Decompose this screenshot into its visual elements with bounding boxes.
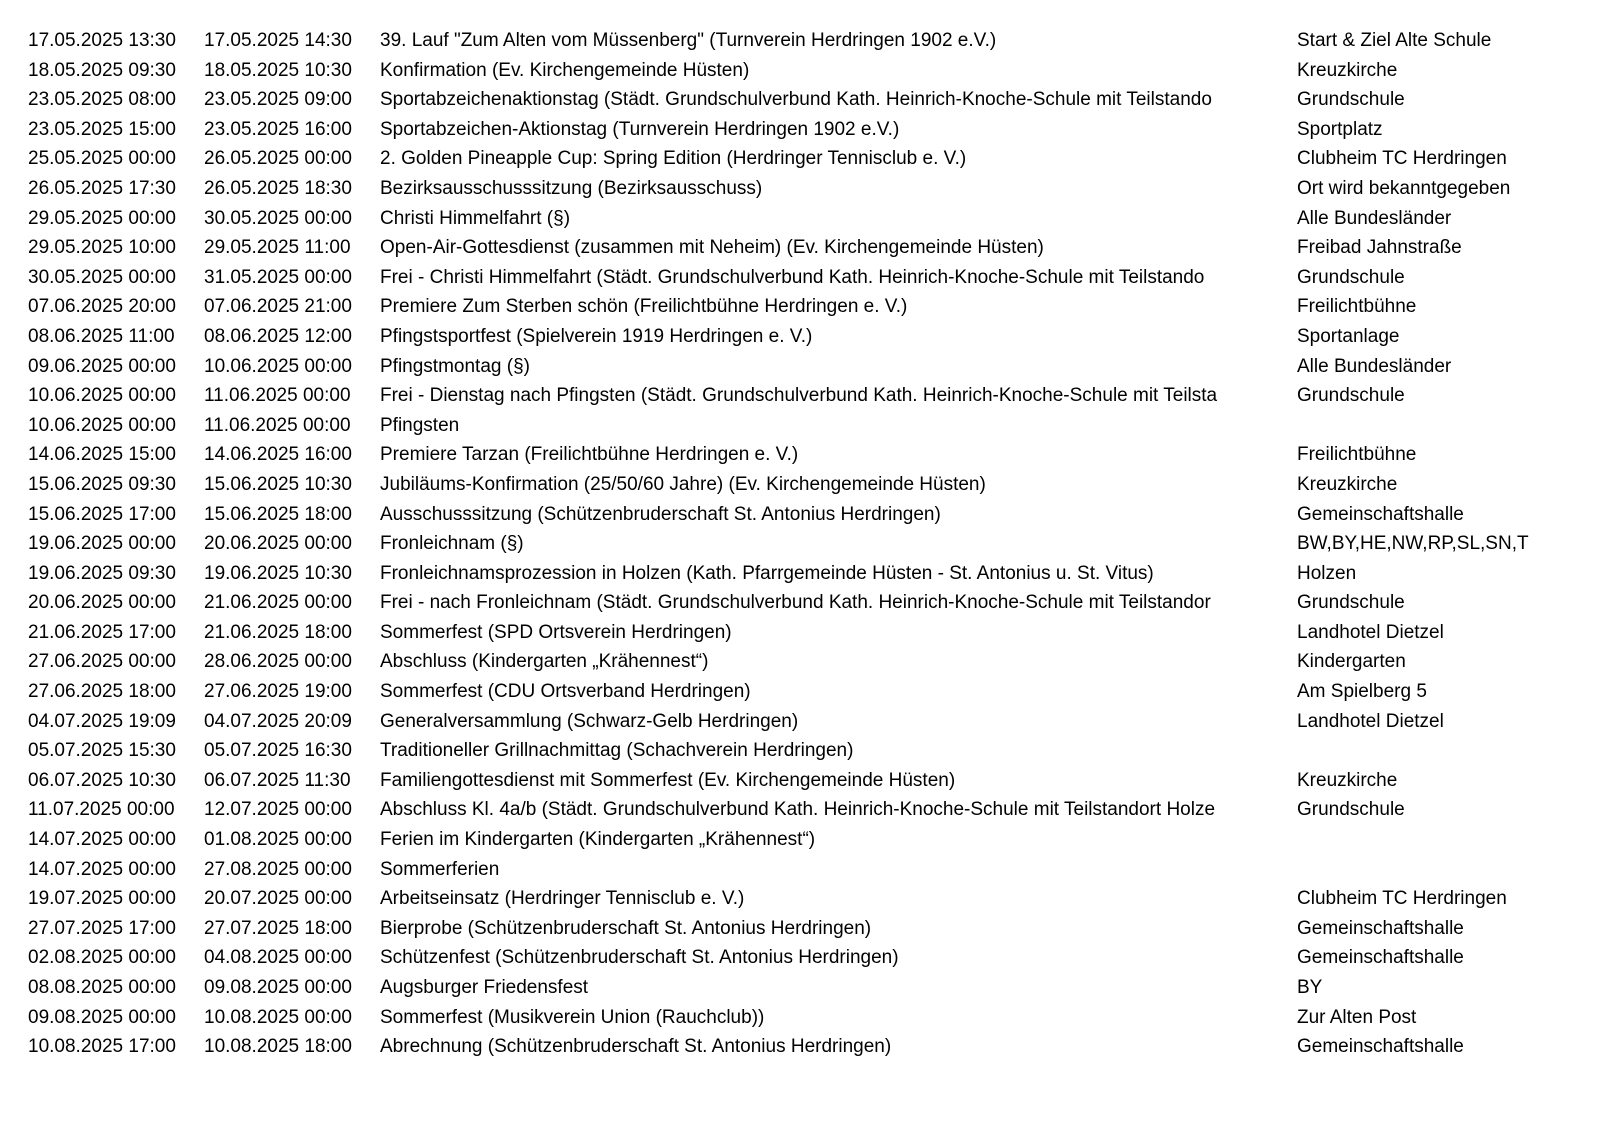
event-location: Alle Bundesländer [1297, 355, 1452, 377]
event-start: 14.06.2025 15:00 [28, 444, 176, 466]
event-start: 27.06.2025 18:00 [28, 681, 176, 703]
table-row [28, 677, 1560, 707]
event-location: Sportanlage [1297, 325, 1400, 347]
event-location: Gemeinschaftshalle [1297, 503, 1464, 525]
event-title: Frei - Dienstag nach Pfingsten (Städt. Grundschulverbund Kath. Heinrich-Knoche-Schule mit Teilsta [380, 385, 1218, 407]
event-start: 29.05.2025 10:00 [28, 237, 176, 259]
event-location: Am Spielberg 5 [1297, 681, 1427, 703]
event-title: Christi Himmelfahrt (§) [380, 207, 571, 229]
event-end: 11.06.2025 00:00 [204, 414, 351, 436]
event-title: Sportabzeichenaktionstag (Städt. Grundschulverbund Kath. Heinrich-Knoche-Schule mit Teilstando [380, 89, 1212, 111]
event-end: 23.05.2025 09:00 [204, 89, 352, 111]
event-title: Frei - nach Fronleichnam (Städt. Grundschulverbund Kath. Heinrich-Knoche-Schule mit Teilstandor [380, 592, 1211, 614]
event-location: Gemeinschaftshalle [1297, 917, 1464, 939]
event-end: 01.08.2025 00:00 [204, 829, 352, 851]
event-title: Schützenfest (Schützenbruderschaft St. Antonius Herdringen) [380, 947, 899, 969]
event-location: Clubheim TC Herdringen [1297, 888, 1507, 910]
event-start: 09.08.2025 00:00 [28, 1006, 176, 1028]
event-title: Premiere Tarzan (Freilichtbühne Herdringen e. V.) [380, 444, 799, 466]
event-location: Gemeinschaftshalle [1297, 1036, 1464, 1058]
table-row [28, 56, 1560, 86]
event-location [1297, 736, 1560, 766]
event-start: 19.06.2025 09:30 [28, 562, 176, 584]
event-title: Ferien im Kindergarten (Kindergarten „Krähennest“) [380, 829, 816, 851]
table-row [28, 411, 1560, 441]
event-location: Grundschule [1297, 799, 1405, 821]
event-location: Kreuzkirche [1297, 59, 1398, 81]
event-end: 28.06.2025 00:00 [204, 651, 352, 673]
table-row [28, 500, 1560, 530]
event-end: 10.06.2025 00:00 [204, 355, 352, 377]
table-row [28, 559, 1560, 589]
event-location: Grundschule [1297, 592, 1405, 614]
event-title: Pfingsten [380, 414, 460, 436]
event-location: Grundschule [1297, 266, 1405, 288]
event-title: Bierprobe (Schützenbruderschaft St. Antonius Herdringen) [380, 917, 872, 939]
event-end: 09.08.2025 00:00 [204, 977, 352, 998]
event-end: 10.08.2025 18:00 [204, 1036, 352, 1058]
event-location: Holzen [1297, 562, 1357, 584]
event-start: 11.07.2025 00:00 [28, 799, 175, 821]
event-title: Abschluss Kl. 4a/b (Städt. Grundschulverbund Kath. Heinrich-Knoche-Schule mit Teilstandort Holze [380, 799, 1216, 821]
event-location: Clubheim TC Herdringen [1297, 148, 1507, 170]
event-title: Traditioneller Grillnachmittag (Schachverein Herdringen) [380, 740, 854, 762]
event-end: 14.06.2025 16:00 [204, 444, 352, 466]
event-start: 08.08.2025 00:00 [28, 977, 176, 998]
event-end: 27.08.2025 00:00 [204, 858, 352, 880]
event-title: Frei - Christi Himmelfahrt (Städt. Grundschulverbund Kath. Heinrich-Knoche-Schule mit Teilstando [380, 266, 1205, 288]
event-end: 27.07.2025 18:00 [204, 917, 352, 939]
event-title: Bezirksausschusssitzung (Bezirksausschuss) [380, 177, 763, 199]
event-end: 11.06.2025 00:00 [204, 385, 351, 407]
event-end: 18.05.2025 10:30 [204, 59, 352, 81]
event-end: 21.06.2025 18:00 [204, 621, 352, 643]
event-title: Fronleichnamsprozession in Holzen (Kath. Pfarrgemeinde Hüsten - St. Antonius u. St. Vitus) [380, 562, 1154, 584]
event-title: Sportabzeichen-Aktionstag (Turnverein Herdringen 1902 e.V.) [380, 118, 900, 140]
event-start: 18.05.2025 09:30 [28, 59, 176, 81]
event-title: Augsburger Friedensfest [380, 977, 589, 998]
event-end: 12.07.2025 00:00 [204, 799, 352, 821]
table-row [28, 381, 1560, 411]
event-title: Sommerfest (CDU Ortsverband Herdringen) [380, 681, 751, 703]
event-start: 04.07.2025 19:09 [28, 710, 176, 732]
event-start: 05.07.2025 15:30 [28, 740, 176, 762]
event-start: 07.06.2025 20:00 [28, 296, 176, 318]
event-end: 30.05.2025 00:00 [204, 207, 352, 229]
event-start: 21.06.2025 17:00 [28, 621, 176, 643]
table-row [28, 766, 1560, 796]
event-end: 05.07.2025 16:30 [204, 740, 352, 762]
table-row [28, 26, 1560, 56]
table-row [28, 795, 1560, 825]
event-table [28, 26, 1560, 1062]
event-end: 15.06.2025 10:30 [204, 473, 352, 495]
event-location: Start & Ziel Alte Schule [1297, 30, 1492, 51]
event-start: 30.05.2025 00:00 [28, 266, 176, 288]
table-row [28, 588, 1560, 618]
event-start: 14.07.2025 00:00 [28, 829, 176, 851]
event-location: Ort wird bekanntgegeben [1297, 177, 1511, 199]
event-location: Alle Bundesländer [1297, 207, 1452, 229]
event-location: BW,BY,HE,NW,RP,SL,SN,T [1297, 533, 1529, 555]
table-row [28, 204, 1560, 234]
table-row [28, 943, 1560, 973]
event-location: Kindergarten [1297, 651, 1406, 673]
event-start: 29.05.2025 00:00 [28, 207, 176, 229]
event-end: 20.07.2025 00:00 [204, 888, 352, 910]
table-row [28, 736, 1560, 766]
event-location: Freilichtbühne [1297, 296, 1417, 318]
event-title: Abrechnung (Schützenbruderschaft St. Antonius Herdringen) [380, 1036, 892, 1058]
event-start: 27.07.2025 17:00 [28, 917, 176, 939]
table-row [28, 914, 1560, 944]
event-start: 14.07.2025 00:00 [28, 858, 176, 880]
event-start: 10.06.2025 00:00 [28, 385, 176, 407]
event-title: 39. Lauf "Zum Alten vom Müssenberg" (Turnverein Herdringen 1902 e.V.) [380, 30, 997, 51]
event-title: Pfingstsportfest (Spielverein 1919 Herdringen e. V.) [380, 325, 813, 347]
table-row [28, 292, 1560, 322]
event-title: Sommerferien [380, 858, 500, 880]
table-row [28, 174, 1560, 204]
table-row [28, 1003, 1560, 1033]
table-row [28, 322, 1560, 352]
event-start: 19.06.2025 00:00 [28, 533, 176, 555]
event-end: 23.05.2025 16:00 [204, 118, 352, 140]
event-end: 27.06.2025 19:00 [204, 681, 352, 703]
table-row [28, 973, 1560, 1003]
event-title: Pfingstmontag (§) [380, 355, 530, 377]
table-row [28, 263, 1560, 293]
event-location: Freilichtbühne [1297, 444, 1417, 466]
event-title: Sommerfest (Musikverein Union (Rauchclub)) [380, 1006, 765, 1028]
event-title: Jubiläums-Konfirmation (25/50/60 Jahre) (Ev. Kirchengemeinde Hüsten) [380, 473, 986, 495]
event-end: 04.07.2025 20:09 [204, 710, 352, 732]
event-start: 17.05.2025 13:30 [28, 30, 176, 51]
table-row [28, 529, 1560, 559]
table-row [28, 233, 1560, 263]
event-end: 29.05.2025 11:00 [204, 237, 351, 259]
event-start: 25.05.2025 00:00 [28, 148, 176, 170]
event-location: Landhotel Dietzel [1297, 621, 1444, 643]
event-end: 20.06.2025 00:00 [204, 533, 352, 555]
event-start: 20.06.2025 00:00 [28, 592, 176, 614]
event-start: 06.07.2025 10:30 [28, 769, 176, 791]
event-end: 04.08.2025 00:00 [204, 947, 352, 969]
table-row [28, 825, 1560, 855]
event-start: 27.06.2025 00:00 [28, 651, 176, 673]
event-title: Ausschusssitzung (Schützenbruderschaft St. Antonius Herdringen) [380, 503, 941, 525]
event-end: 19.06.2025 10:30 [204, 562, 352, 584]
event-start: 26.05.2025 17:30 [28, 177, 176, 199]
event-end: 17.05.2025 14:30 [204, 30, 352, 51]
table-row [28, 855, 1560, 885]
table-row [28, 647, 1560, 677]
event-end: 21.06.2025 00:00 [204, 592, 352, 614]
event-end: 06.07.2025 11:30 [204, 769, 351, 791]
event-end: 10.08.2025 00:00 [204, 1006, 352, 1028]
event-start: 10.08.2025 17:00 [28, 1036, 176, 1058]
event-location: Grundschule [1297, 89, 1405, 111]
event-location: Landhotel Dietzel [1297, 710, 1444, 732]
event-location: BY [1297, 977, 1323, 998]
table-row [28, 440, 1560, 470]
event-location: Gemeinschaftshalle [1297, 947, 1464, 969]
event-end: 15.06.2025 18:00 [204, 503, 352, 525]
event-end: 08.06.2025 12:00 [204, 325, 352, 347]
event-start: 09.06.2025 00:00 [28, 355, 176, 377]
event-start: 02.08.2025 00:00 [28, 947, 176, 969]
table-row [28, 85, 1560, 115]
table-row [28, 707, 1560, 737]
event-start: 23.05.2025 08:00 [28, 89, 176, 111]
event-start: 08.06.2025 11:00 [28, 325, 175, 347]
table-row [28, 115, 1560, 145]
event-title: Sommerfest (SPD Ortsverein Herdringen) [380, 621, 732, 643]
event-location [1297, 825, 1560, 855]
event-end: 26.05.2025 18:30 [204, 177, 352, 199]
event-end: 07.06.2025 21:00 [204, 296, 352, 318]
table-row [28, 470, 1560, 500]
event-start: 19.07.2025 00:00 [28, 888, 176, 910]
event-location: Grundschule [1297, 385, 1405, 407]
event-title: Familiengottesdienst mit Sommerfest (Ev. Kirchengemeinde Hüsten) [380, 769, 956, 791]
table-row [28, 618, 1560, 648]
event-start: 15.06.2025 17:00 [28, 503, 176, 525]
event-title: Arbeitseinsatz (Herdringer Tennisclub e. V.) [380, 888, 745, 910]
event-end: 26.05.2025 00:00 [204, 148, 352, 170]
event-location [1297, 855, 1560, 885]
table-row [28, 144, 1560, 174]
table-row [28, 352, 1560, 382]
event-end: 31.05.2025 00:00 [204, 266, 352, 288]
event-location: Sportplatz [1297, 118, 1383, 140]
event-location: Freibad Jahnstraße [1297, 237, 1462, 259]
event-title: Fronleichnam (§) [380, 533, 524, 555]
event-title: Generalversammlung (Schwarz-Gelb Herdringen) [380, 710, 799, 732]
event-location: Kreuzkirche [1297, 473, 1398, 495]
event-title: Abschluss (Kindergarten „Krähennest“) [380, 651, 709, 673]
table-row [28, 1032, 1560, 1062]
event-start: 15.06.2025 09:30 [28, 473, 176, 495]
event-start: 10.06.2025 00:00 [28, 414, 176, 436]
event-location [1297, 411, 1560, 441]
event-title: Premiere Zum Sterben schön (Freilichtbühne Herdringen e. V.) [380, 296, 908, 318]
event-title: Open-Air-Gottesdienst (zusammen mit Neheim) (Ev. Kirchengemeinde Hüsten) [380, 237, 1044, 259]
event-location: Zur Alten Post [1297, 1006, 1417, 1028]
event-title: 2. Golden Pineapple Cup: Spring Edition (Herdringer Tennisclub e. V.) [380, 148, 967, 170]
event-start: 23.05.2025 15:00 [28, 118, 176, 140]
event-title: Konfirmation (Ev. Kirchengemeinde Hüsten) [380, 59, 750, 81]
table-row [28, 884, 1560, 914]
event-location: Kreuzkirche [1297, 769, 1398, 791]
